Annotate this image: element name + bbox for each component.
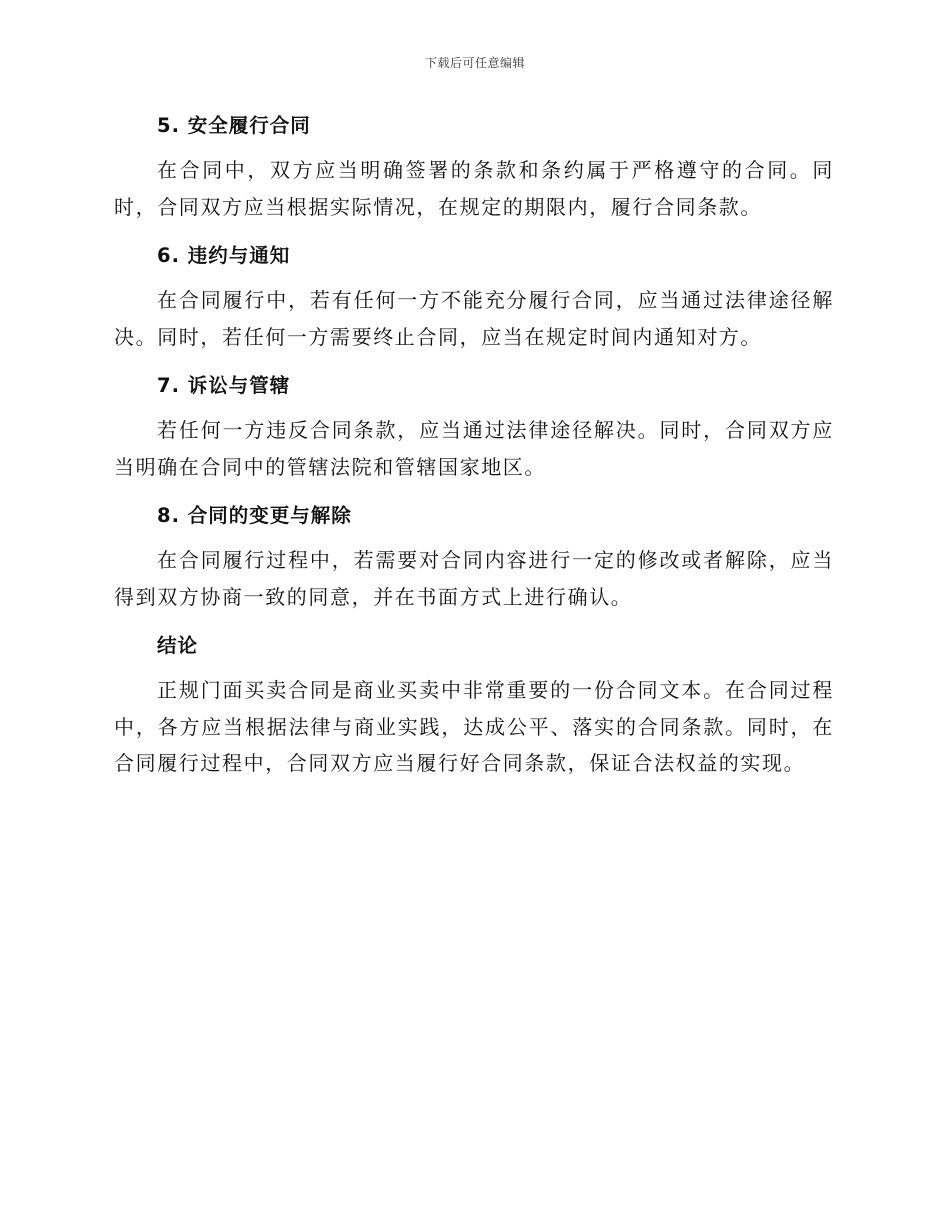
section-heading: 7. 诉讼与管辖: [157, 374, 291, 397]
section-paragraph: 正规门面买卖合同是商业买卖中非常重要的一份合同文本。在合同过程中，各方应当根据法律与商业实践，达成公平、落实的合同条款。同时，在合同履行过程中，合同双方应当履行好合同条款，保证合法权益的实现。: [114, 678, 834, 775]
section-conclusion: [114, 628, 834, 782]
section-safe-performance: [114, 108, 834, 225]
section-heading: 6. 违约与通知: [157, 244, 291, 267]
section-paragraph: 在合同履行中，若有任何一方不能充分履行合同，应当通过法律途径解决。同时，若任何一方需要终止合同，应当在规定时间内通知对方。: [114, 288, 834, 349]
section-paragraph: 在合同中，双方应当明确签署的条款和条约属于严格遵守的合同。同时，合同双方应当根据实际情况，在规定的期限内，履行合同条款。: [114, 158, 834, 219]
section-heading: 5. 安全履行合同: [157, 114, 311, 137]
section-breach-notice: [114, 238, 834, 355]
section-heading: 结论: [157, 634, 199, 657]
section-heading: 8. 合同的变更与解除: [157, 504, 352, 527]
section-litigation-jurisdiction: [114, 368, 834, 485]
page-header-note: 下载后可任意编辑: [424, 56, 525, 70]
section-paragraph: 若任何一方违反合同条款，应当通过法律途径解决。同时，合同双方应当明确在合同中的管辖法院和管辖国家地区。: [114, 418, 834, 479]
document-body: [114, 108, 834, 795]
section-change-termination: [114, 498, 834, 615]
section-paragraph: 在合同履行过程中，若需要对合同内容进行一定的修改或者解除，应当得到双方协商一致的同意，并在书面方式上进行确认。: [114, 548, 834, 609]
